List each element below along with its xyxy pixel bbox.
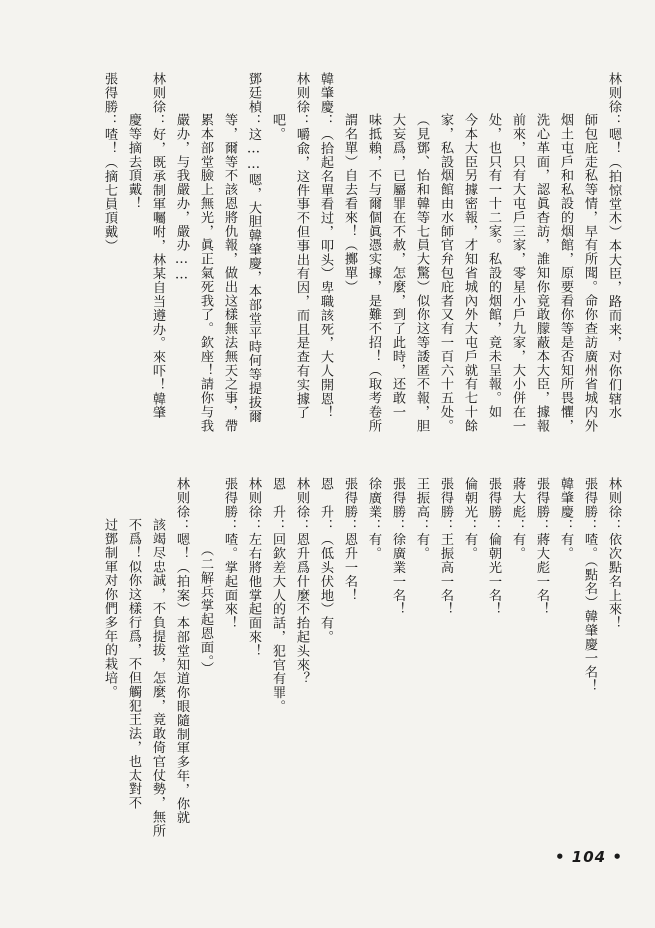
text-column: 今本大臣另據密報，才知省城內外大屯戶就有七十餘 [462, 113, 477, 433]
text-column: 大妄爲，已屬罪在不赦，怎麼，到了此時，还敢一 [390, 113, 405, 419]
text-column: 慶等摘去頂戴！ [126, 113, 141, 211]
text-column: 累本部堂臉上無光，眞正氣死我了。欽座！請你与我 [198, 113, 213, 433]
text-column: 前來，只有大屯戶三家，零星小戶九家，大小併在一 [510, 113, 525, 433]
page-number: • 104 • [555, 848, 623, 866]
text-column: 不爲！似你这樣行爲，不但觸犯王法，也太對不 [126, 518, 141, 810]
text-column: 張得勝：王振高一名！ [438, 477, 453, 616]
text-column: 倫朝光：有。 [462, 477, 477, 561]
text-column: 張得勝：徐廣業一名！ [390, 477, 405, 616]
text-column: 該竭尽忠誠，不負提拔，怎麼，竟敢倚官仗勢，無所 [150, 518, 165, 838]
text-column: 張得勝：倫朝光一名！ [486, 477, 501, 616]
text-column: 張得勝：恩升一名！ [342, 477, 357, 603]
text-column: 恩 升：回欽差大人的話，犯官有罪。 [270, 477, 285, 714]
text-column: 張得勝：喳。掌起面來！ [222, 477, 237, 630]
text-column: 林则徐：嗯！（拍惊堂木）本大臣，路而来，对你们辖水 [606, 72, 621, 420]
text-column: 处，也只有一十二家。私設的烟館，竟未呈報。如 [486, 113, 501, 419]
text-column: 烟土屯戶和私設的烟館，原要看你等是否知所畏懼， [558, 113, 573, 433]
text-column: 恩 升：（低头伏地）有。 [318, 477, 333, 644]
text-column: 林则徐：好，既承制軍囑咐，林某自当遵办。來吓！韓肇 [150, 72, 165, 420]
text-column: 謂名單）自去看來！（擲單） [342, 113, 357, 294]
text-column: 味抵賴，不与爾個眞憑实據，是難不招！（取考卷所 [366, 113, 381, 433]
text-column: 林则徐：左右將他掌起面來！ [246, 477, 261, 658]
text-column: 吧。 [270, 113, 285, 141]
text-column: 林则徐：依次點名上來！ [606, 477, 621, 630]
text-column: 張得勝：喳！（摘七員頂戴） [102, 72, 117, 253]
text-column: 蔣大彪：有。 [510, 477, 525, 561]
text-column: 徐廣業：有。 [366, 477, 381, 561]
text-column: （見鄧、怡和韓等七員大驚）似你这等諉匿不報，胆 [414, 113, 429, 433]
text-column: 林则徐：嚼兪，这件事不但事出有因，而且是查有实據了 [294, 72, 309, 420]
text-column: 过鄧制軍对你們多年的栽培。 [102, 518, 117, 699]
text-column: 師包庇走私等情，早有所聞。命你查訪廣州省城内外 [582, 113, 597, 433]
text-column: 等，爾等不該恩將仇報，做出这樣無法無天之事，帶 [222, 113, 237, 433]
text-column: 林则徐：嗯！（拍案）本部堂知道你眼隨制軍多年，你就 [174, 477, 189, 825]
text-column: （二解兵掌起恩面。） [198, 543, 213, 676]
text-column: 鄧廷楨：这……嗯，大胆韓肇慶，本部堂平時何等提拔爾 [246, 72, 261, 424]
text-column: 林则徐：恩升爲什麼不抬起头來？ [294, 477, 309, 686]
text-column: 家，私設烟館由水師官弁包庇者又有一百六十五处。 [438, 113, 453, 433]
text-column: 嚴办，与我嚴办，嚴办…… [174, 113, 189, 284]
upper-text-block [95, 72, 625, 442]
text-column: 張得勝：蔣大彪一名！ [534, 477, 549, 616]
text-column: 韓肇慶：（拾起名單看过，叩头）卑職該死，大人開恩！ [318, 72, 333, 420]
text-column: 韓肇慶：有。 [558, 477, 573, 561]
text-column: 張得勝：喳。（點名）韓肇慶一名！ [582, 477, 597, 693]
text-column: 洗心革面，認眞杳訪，誰知你竟敢朦蔽本大臣，據報 [534, 113, 549, 433]
text-column: 王振高：有。 [414, 477, 429, 561]
lower-text-block [95, 477, 625, 857]
